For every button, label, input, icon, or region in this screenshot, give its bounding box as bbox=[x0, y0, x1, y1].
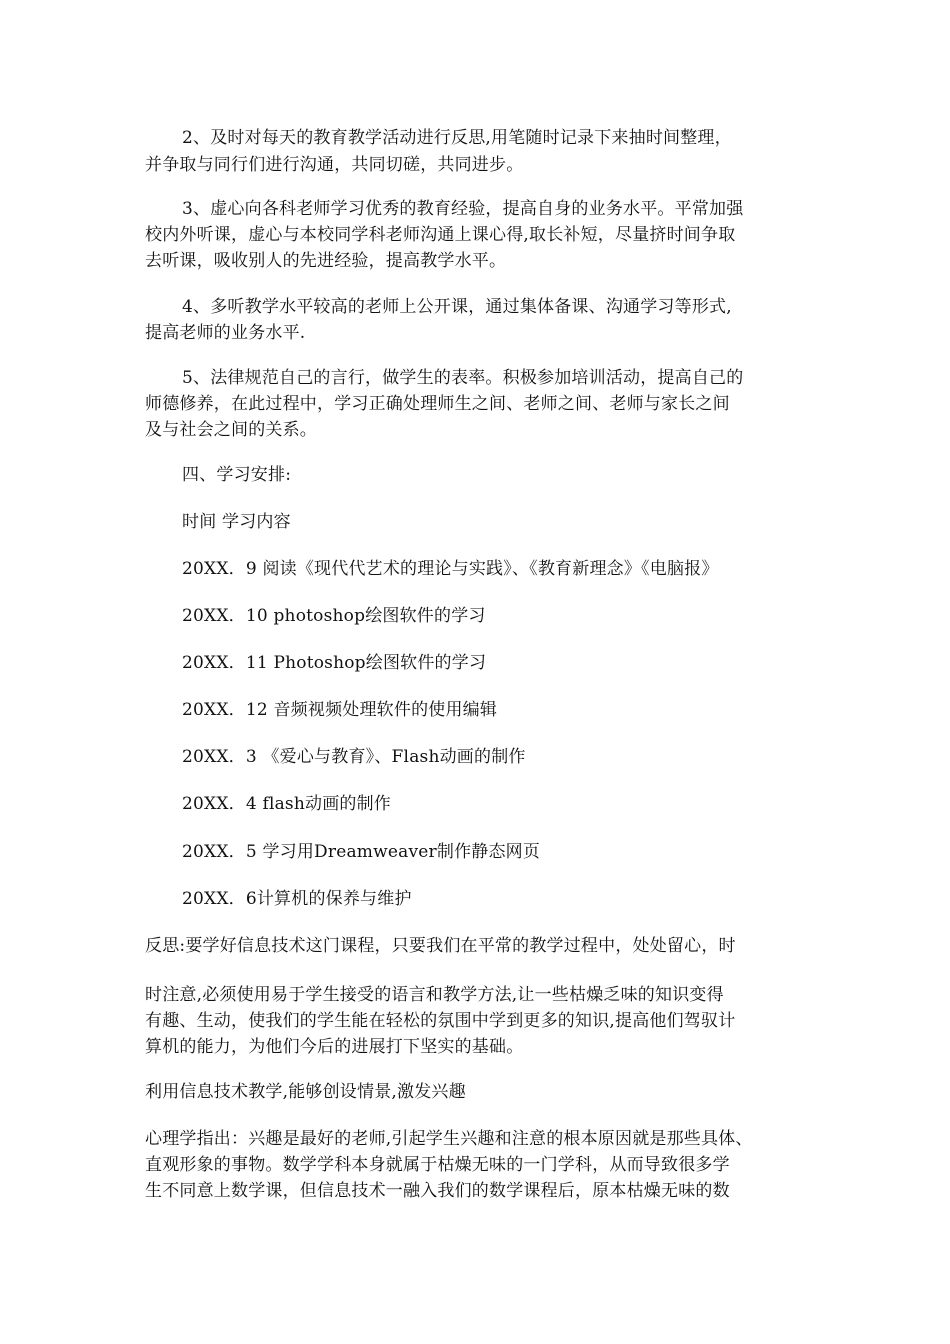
psychology-line-1: 心理学指出：兴趣是最好的老师,引起学生兴趣和注意的根本原因就是那些具体、 bbox=[145, 1129, 753, 1149]
schedule-row: 20XX．12 音频视频处理软件的使用编辑 bbox=[182, 700, 498, 720]
schedule-row: 20XX．10 photoshop绘图软件的学习 bbox=[182, 606, 486, 626]
item-5-line-3: 及与社会之间的关系。 bbox=[145, 420, 317, 440]
schedule-row: 20XX．4 flash动画的制作 bbox=[182, 794, 391, 814]
item-3-line-2: 校内外听课，虚心与本校同学科老师沟通上课心得,取长补短，尽量挤时间争取 bbox=[145, 225, 736, 245]
item-2-line-2: 并争取与同行们进行沟通，共同切磋，共同进步。 bbox=[145, 155, 524, 175]
schedule-row: 20XX．11 Photoshop绘图软件的学习 bbox=[182, 653, 487, 673]
reflection-line-4: 算机的能力，为他们今后的进展打下坚实的基础。 bbox=[145, 1037, 524, 1057]
item-3-line-1: 3、虚心向各科老师学习优秀的教育经验，提高自身的业务水平。平常加强 bbox=[182, 199, 744, 219]
section-heading: 四、学习安排: bbox=[182, 465, 292, 485]
reflection-line-3: 有趣、生动，使我们的学生能在轻松的氛围中学到更多的知识,提高他们驾驭计 bbox=[145, 1011, 736, 1031]
item-3-line-3: 去听课，吸收别人的先进经验，提高教学水平。 bbox=[145, 251, 507, 271]
reflection-line-1: 反思:要学好信息技术这门课程，只要我们在平常的教学过程中，处处留心，时 bbox=[145, 936, 736, 956]
psychology-line-3: 生不同意上数学课，但信息技术一融入我们的数学课程后，原本枯燥无味的数 bbox=[145, 1181, 730, 1201]
psychology-line-2: 直观形象的事物。数学学科本身就属于枯燥无味的一门学科，从而导致很多学 bbox=[145, 1155, 730, 1175]
schedule-row: 20XX．3 《爱心与教育》、Flash动画的制作 bbox=[182, 747, 526, 767]
item-5-line-2: 师德修养，在此过程中，学习正确处理师生之间、老师之间、老师与家长之间 bbox=[145, 394, 730, 414]
schedule-row: 20XX．6计算机的保养与维护 bbox=[182, 889, 412, 909]
item-5-line-1: 5、法律规范自己的言行，做学生的表率。积极参加培训活动，提高自己的 bbox=[182, 368, 744, 388]
item-2-line-1: 2、及时对每天的教育教学活动进行反思,用笔随时记录下来抽时间整理， bbox=[182, 128, 732, 148]
schedule-header: 时间 学习内容 bbox=[182, 512, 291, 532]
schedule-row: 20XX．9 阅读《现代代艺术的理论与实践》、《教育新理念》《电脑报》 bbox=[182, 559, 719, 579]
item-4-line-1: 4、多听教学水平较高的老师上公开课，通过集体备课、沟通学习等形式, bbox=[182, 297, 732, 317]
subheading: 利用信息技术教学,能够创设情景,激发兴趣 bbox=[145, 1082, 466, 1102]
reflection-line-2: 时注意,必须使用易于学生接受的语言和教学方法,让一些枯燥乏味的知识变得 bbox=[145, 985, 724, 1005]
schedule-row: 20XX．5 学习用Dreamweaver制作静态网页 bbox=[182, 842, 541, 862]
item-4-line-2: 提高老师的业务水平. bbox=[145, 323, 306, 343]
